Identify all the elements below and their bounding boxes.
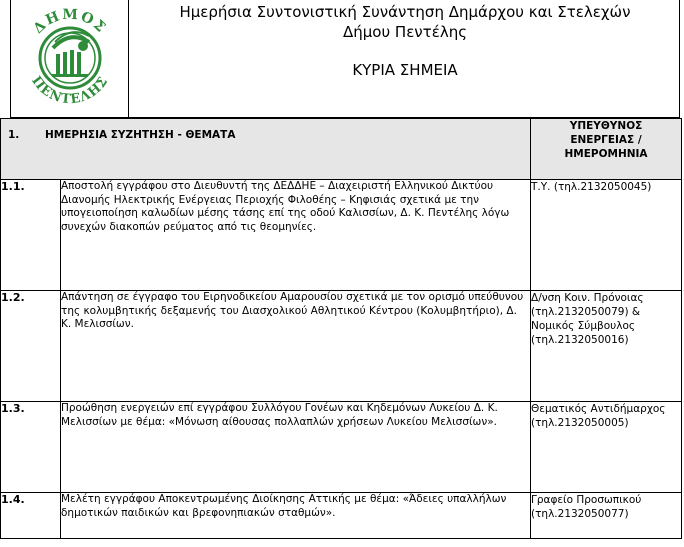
item-responsible: Θεματικός Αντιδήμαρχος (τηλ.2132050005) [531, 402, 682, 493]
item-responsible: Γραφείο Προσωπικού (τηλ.2132050077) [531, 493, 682, 539]
document-title [129, 2, 681, 42]
table-row [1, 180, 682, 291]
header-topic-cell [1, 119, 531, 180]
title-line-1: Ημερήσια Συντονιστική Συνάντηση Δημάρχου και Στελεχών [179, 3, 631, 21]
logo-cell [11, 0, 129, 117]
item-text: Απάντηση σε έγγραφο του Ειρηνοδικείου Αμαρουσίου σχετικά με τον ορισμό υπεύθυνου της κολυμβητικής δεξαμενής του Διασχολικού Αθλητικού Κέντρου (Κολυμβητήριο), Δ. Κ. Μελισσίων. [61, 291, 531, 402]
header-resp-line-2: ΕΝΕΡΓΕΙΑΣ / [570, 134, 642, 146]
item-text: Προώθηση ενεργειών επί εγγράφου Συλλόγου Γονέων και Κηδεμόνων Λυκείου Δ. Κ. Μελισσίων με θέμα: «Μόνωση αίθουσας πολλαπλών χρήσεων Λυκείου Μελισσίων». [61, 402, 531, 493]
svg-text:ΔΗΜΟΣ: ΔΗΜΟΣ [30, 6, 110, 37]
item-responsible: Τ.Υ. (τηλ.2132050045) [531, 180, 682, 291]
table-row [1, 493, 682, 539]
document-header [10, 0, 680, 118]
svg-text:ΠΕΝΤΕΛΗΣ: ΠΕΝΤΕΛΗΣ [28, 73, 112, 108]
municipality-logo [19, 2, 121, 114]
header-resp-line-1: ΥΠΕΥΘΥΝΟΣ [569, 120, 643, 132]
item-number: 1.4. [1, 493, 61, 539]
header-responsible-cell [531, 119, 682, 180]
table-row [1, 402, 682, 493]
item-text: Αποστολή εγγράφου στο Διευθυντή της ΔΕΔΔΗΕ – Διαχειριστή Ελληνικού Δικτύου Διανομής Ηλεκτρικής Ενέργειας Περιοχής Φιλοθέης – Κηφισιάς σχετικά με την υπογειοποίηση καλωδίων μέσης τάσης επί της οδού Καλισσίων, Δ. Κ. Πεντέλης λόγω συνεχών διακοπών ρεύματος από τις θεομηνίες. [61, 180, 531, 291]
header-section-number: 1. [8, 129, 20, 141]
item-responsible: Δ/νση Κοιν. Πρόνοιας (τηλ.2132050079) & Νομικός Σύμβουλος (τηλ.2132050016) [531, 291, 682, 402]
title-line-2: Δήμου Πεντέλης [342, 23, 468, 41]
document-subtitle: ΚΥΡΙΑ ΣΗΜΕΙΑ [352, 61, 458, 79]
item-number: 1.1. [1, 180, 61, 291]
agenda-table [0, 118, 682, 539]
header-topic-label: ΗΜΕΡΗΣΙΑ ΣΥΖΗΤΗΣΗ - ΘΕΜΑΤΑ [45, 129, 236, 141]
item-number: 1.2. [1, 291, 61, 402]
header-resp-line-3: ΗΜΕΡΟΜΗΝΙΑ [564, 148, 648, 160]
item-text: Μελέτη εγγράφου Αποκεντρωμένης Διοίκησης Αττικής με θέμα: «Άδειες υπαλλήλων δημοτικών παιδικών και βρεφονηπιακών σταθμών». [61, 493, 531, 539]
table-header-row [1, 119, 682, 180]
item-number: 1.3. [1, 402, 61, 493]
table-row [1, 291, 682, 402]
